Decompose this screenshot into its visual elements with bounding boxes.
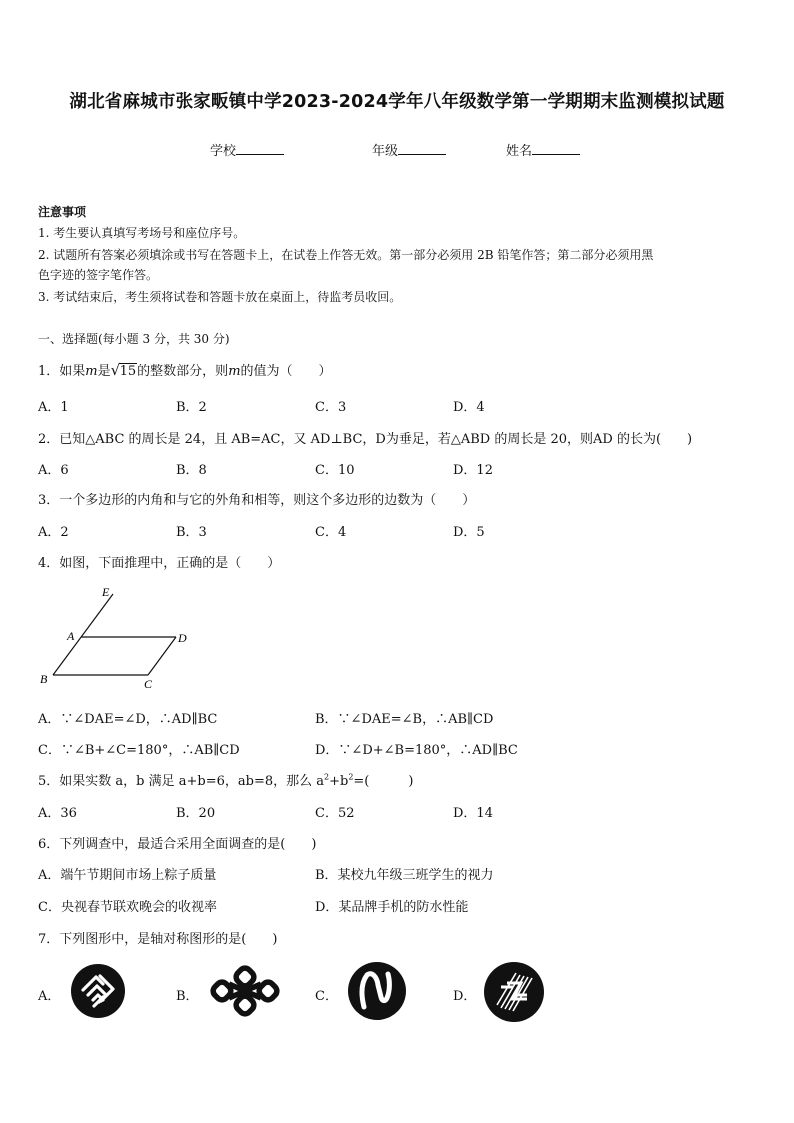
grade-blank[interactable] <box>398 142 446 155</box>
option-a: A．端午节期间市场上粽子质量 <box>38 868 217 883</box>
question-1: 1．如果m是 √ 15的整数部分，则m的值为（ ） <box>38 361 332 379</box>
option-c: C． <box>315 989 338 1004</box>
label-e: E <box>102 585 110 599</box>
parallelogram-figure <box>36 582 206 692</box>
note-item: 1. 考生要认真填写考场号和座位序号。 <box>38 226 246 240</box>
option-d: D． <box>453 989 477 1004</box>
option-c: C．4 <box>315 525 347 540</box>
label-d: D <box>178 631 187 645</box>
option-a: A． <box>38 989 61 1004</box>
option-a: A．36 <box>38 806 77 821</box>
notes-heading: 注意事项 <box>38 205 87 219</box>
grade-field: 年级 <box>372 140 446 159</box>
option-b: B．20 <box>176 806 216 821</box>
option-d: D．4 <box>453 400 485 415</box>
option-b: B．3 <box>176 525 207 540</box>
note-item: 3. 考试结束后，考生须将试卷和答题卡放在桌面上，待监考员收回。 <box>38 290 402 304</box>
section-heading: 一、选择题(每小题 3 分，共 30 分) <box>38 332 230 346</box>
option-d: D．∵∠D+∠B=180°，∴AD∥BC <box>315 743 518 758</box>
option-a: A．1 <box>38 400 69 415</box>
question-7: 7．下列图形中，是轴对称图形的是( ) <box>38 932 278 947</box>
option-c: C．52 <box>315 806 355 821</box>
label-c: C <box>144 677 153 691</box>
note-item: 色字迹的签字笔作答。 <box>38 268 159 282</box>
option-b: B．2 <box>176 400 207 415</box>
page-title: 湖北省麻城市张家畈镇中学2023-2024学年八年级数学第一学期期末监测模拟试题 <box>69 92 725 112</box>
note-item: 2. 试题所有答案必须填涂或书写在答题卡上，在试卷上作答无效。第一部分必须用 2B 铅笔作答；第二部分必须用黑 <box>38 248 654 262</box>
option-a: A．6 <box>38 463 69 478</box>
option-b: B．∵∠DAE=∠B，∴AB∥CD <box>315 712 494 727</box>
question-5: 5．如果实数 a，b 满足 a+b=6，ab=8，那么 $a^2+b^2=$( ) <box>38 772 414 789</box>
option-d: D．14 <box>453 806 493 821</box>
option-b: B． <box>176 989 199 1004</box>
label-b: B <box>40 672 48 686</box>
question-4: 4．如图，下面推理中，正确的是（ ） <box>38 556 281 571</box>
question-3: 3．一个多边形的内角和与它的外角和相等，则这个多边形的边数为（ ） <box>38 493 476 508</box>
school-blank[interactable] <box>236 142 284 155</box>
option-d: D．某品牌手机的防水性能 <box>315 900 469 915</box>
option-b: B．8 <box>176 463 207 478</box>
name-field: 姓名 <box>506 140 580 159</box>
option-b: B．某校九年级三班学生的视力 <box>315 868 494 883</box>
option-a: A．2 <box>38 525 69 540</box>
option-c: C．3 <box>315 400 347 415</box>
question-2: 2．已知△ABC 的周长是 24，且 AB=AC，又 AD⊥BC，D为垂足，若△ABD 的周长是 20，则AD 的长为( ) <box>38 432 693 447</box>
china-unicom-knot-icon <box>207 962 283 1020</box>
option-d: D．5 <box>453 525 485 540</box>
china-mobile-logo-icon <box>70 963 126 1019</box>
option-c: C．10 <box>315 463 355 478</box>
question-6: 6．下列调查中，最适合采用全面调查的是( ) <box>38 837 317 852</box>
option-c: C．∵∠B+∠C=180°，∴AB∥CD <box>38 743 240 758</box>
label-a: A <box>67 629 75 643</box>
school-field: 学校 <box>210 140 284 159</box>
option-d: D．12 <box>453 463 493 478</box>
option-c: C．央视春节联欢晚会的收视率 <box>38 900 217 915</box>
sqrt-symbol: √ 15 <box>110 361 137 379</box>
striped-circle-logo-icon <box>483 961 545 1023</box>
name-blank[interactable] <box>532 142 580 155</box>
n-circle-logo-icon <box>347 961 407 1021</box>
option-a: A．∵∠DAE=∠D，∴AD∥BC <box>38 712 218 727</box>
